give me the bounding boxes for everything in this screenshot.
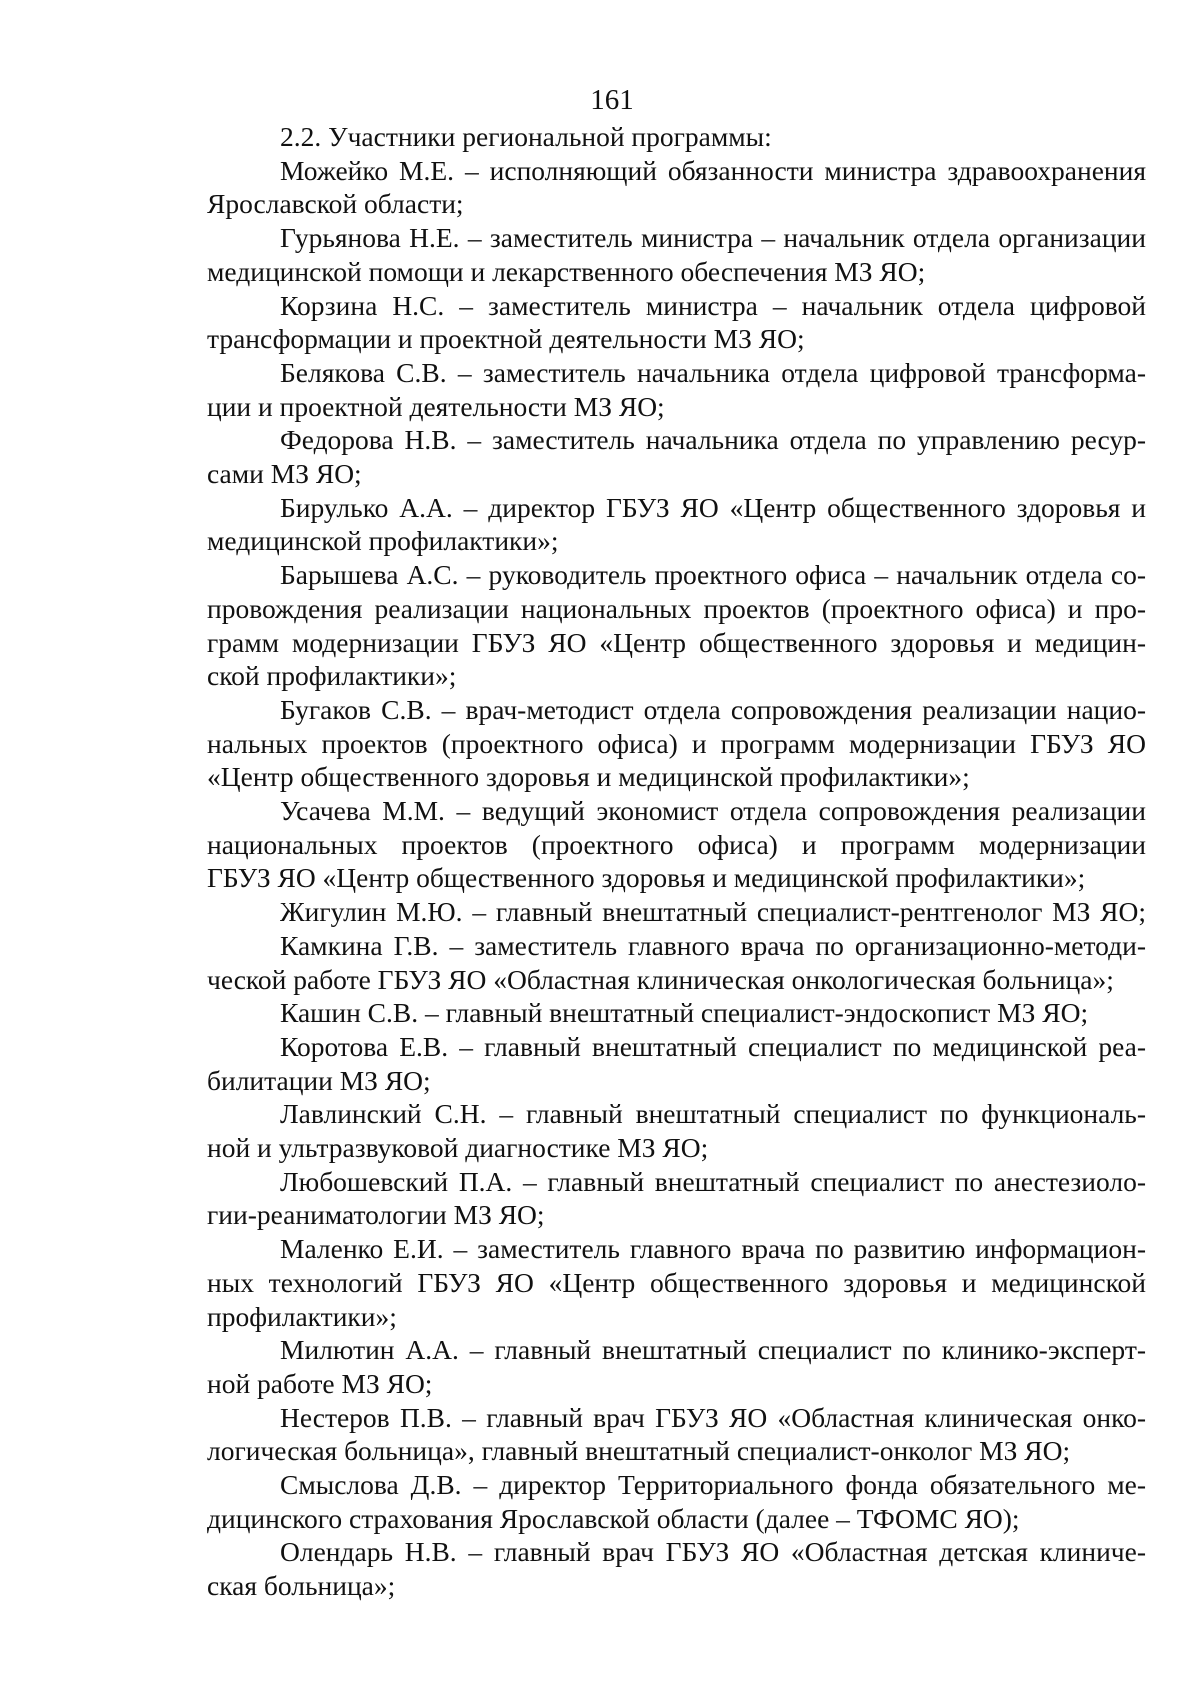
paragraph-first-line: Камкина Г.В. – заместитель главного врача по организационно-методи- [280, 929, 1146, 961]
paragraph-line: ГБУЗ ЯО «Центр общественного здоровья и медицинской профилактики»; [207, 862, 1086, 894]
paragraph-first-line: Милютин А.А. – главный внештатный специалист по клинико-эксперт- [280, 1334, 1146, 1366]
paragraph-line: ной работе МЗ ЯО; [207, 1367, 433, 1399]
paragraph-line: билитации МЗ ЯО; [207, 1064, 431, 1096]
paragraph-line: профилактики»; [207, 1300, 397, 1332]
paragraph-line: ных технологий ГБУЗ ЯО «Центр общественного здоровья и медицинской [207, 1266, 1146, 1298]
paragraph-first-line: Федорова Н.В. – заместитель начальника отдела по управлению ресур- [280, 424, 1146, 456]
paragraph-first-line: Усачева М.М. – ведущий экономист отдела сопровождения реализации [280, 795, 1146, 826]
paragraph-line: ской профилактики»; [207, 660, 457, 692]
paragraph-first-line: Любошевский П.А. – главный внештатный специалист по анестезиоло- [280, 1165, 1146, 1197]
paragraph-line: грамм модернизации ГБУЗ ЯО «Центр общественного здоровья и медицин- [207, 626, 1146, 658]
paragraph-line: провождения реализации национальных проектов (проектного офиса) и про- [207, 592, 1146, 624]
paragraph-line: ческой работе ГБУЗ ЯО «Областная клиническая онкологическая больница»; [207, 963, 1114, 995]
paragraph-line: ции и проектной деятельности МЗ ЯО; [207, 390, 665, 422]
paragraph-line: «Центр общественного здоровья и медицинской профилактики»; [207, 761, 970, 793]
paragraph-line: национальных проектов (проектного офиса) и программ модернизации [207, 828, 1146, 860]
paragraph-first-line: Бирулько А.А. – директор ГБУЗ ЯО «Центр общественного здоровья и [280, 491, 1146, 523]
paragraph-first-line: Маленко Е.И. – заместитель главного врача по развитию информацион- [280, 1233, 1146, 1265]
paragraph-first-line: 2.2. Участники региональной программы: [280, 121, 772, 152]
paragraph-line: ская больница»; [207, 1570, 396, 1602]
paragraph-first-line: Бугаков С.В. – врач-методист отдела сопровождения реализации нацио- [280, 693, 1146, 725]
paragraph-first-line: Гурьянова Н.Е. – заместитель министра – начальник отдела организации [280, 222, 1146, 254]
page-number: 161 [590, 84, 634, 116]
paragraph-line: нальных проектов (проектного офиса) и программ модернизации ГБУЗ ЯО [207, 727, 1146, 759]
paragraph-line: ной и ультразвуковой диагностике МЗ ЯО; [207, 1132, 709, 1163]
paragraph-line: медицинской профилактики»; [207, 525, 559, 557]
paragraph-line: логическая больница», главный внештатный специалист-онколог МЗ ЯО; [207, 1435, 1071, 1467]
paragraph-line: сами МЗ ЯО; [207, 458, 362, 489]
paragraph-first-line: Можейко М.Е. – исполняющий обязанности министра здравоохранения [280, 154, 1146, 186]
paragraph-line: дицинского страхования Ярославской области (далее – ТФОМС ЯО); [207, 1502, 1020, 1534]
paragraph-first-line: Корзина Н.С. – заместитель министра – начальник отдела цифровой [280, 289, 1146, 321]
paragraph-first-line: Барышева А.С. – руководитель проектного офиса – начальник отдела со- [280, 559, 1146, 591]
paragraph-line: трансформации и проектной деятельности МЗ ЯО; [207, 323, 805, 355]
paragraph-first-line: Нестеров П.В. – главный врач ГБУЗ ЯО «Областная клиническая онко- [280, 1401, 1146, 1433]
paragraph-line: медицинской помощи и лекарственного обеспечения МЗ ЯО; [207, 255, 926, 287]
paragraph-first-line: Лавлинский С.Н. – главный внештатный специалист по функциональ- [280, 1098, 1146, 1130]
paragraph-first-line: Олендарь Н.В. – главный врач ГБУЗ ЯО «Областная детская клиниче- [280, 1536, 1146, 1568]
paragraph-line: гии-реаниматологии МЗ ЯО; [207, 1199, 545, 1231]
paragraph-first-line: Белякова С.В. – заместитель начальника отдела цифровой трансформа- [280, 356, 1146, 388]
paragraph-first-line: Коротова Е.В. – главный внештатный специалист по медицинской реа- [280, 1030, 1146, 1062]
paragraph-line: Ярославской области; [207, 188, 464, 220]
paragraph-first-line: Смыслова Д.В. – директор Территориального фонда обязательного ме- [280, 1469, 1146, 1500]
paragraph-first-line: Кашин С.В. – главный внештатный специалист-эндоскопист МЗ ЯО; [280, 997, 1089, 1029]
paragraph-first-line: Жигулин М.Ю. – главный внештатный специалист-рентгенолог МЗ ЯО; [280, 896, 1146, 928]
